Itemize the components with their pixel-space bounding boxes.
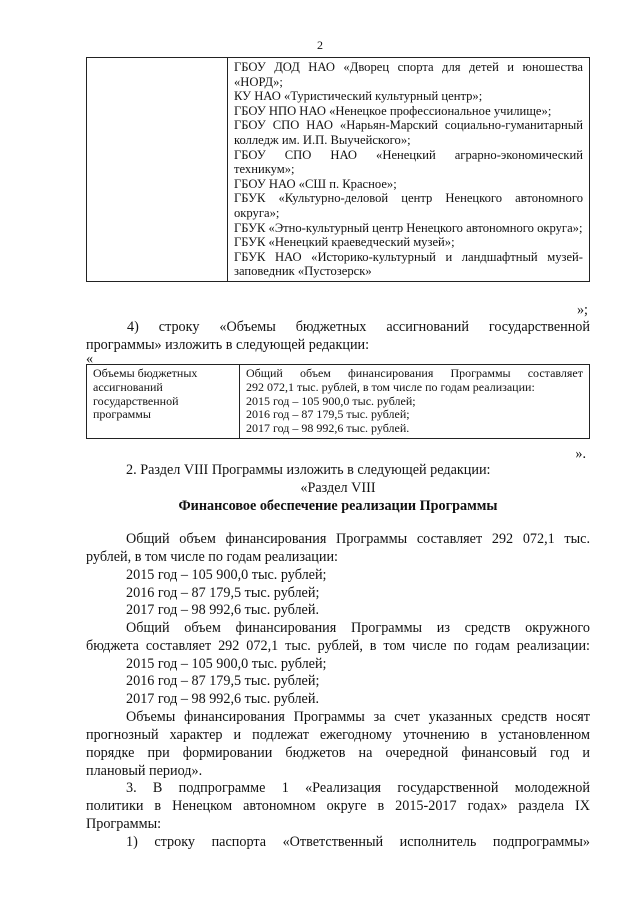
financing-p1b: рублей, в том числе по годам реализации:: [86, 549, 338, 565]
budget-row-2016: 2016 год – 87 179,5 тыс. рублей;: [246, 407, 410, 422]
organization-item: ГБУК «Культурно-деловой центр Ненецкого автономного округа»;: [234, 191, 583, 220]
item4-line2: программы» изложить в следующей редакции:: [86, 337, 370, 353]
organizations-table: [86, 57, 590, 282]
item3-line4: 1) строку паспорта «Ответственный исполнитель подпрограммы»: [126, 834, 590, 850]
organization-item: ГБОУ СПО НАО «Ненецкий аграрно-экономический техникум»;: [234, 147, 583, 177]
organization-item: КУ НАО «Туристический культурный центр»;: [234, 89, 483, 104]
page-number: 2: [317, 38, 323, 52]
item3-line3: Программы:: [86, 816, 162, 832]
item3-line1: 3. В подпрограмме 1 «Реализация государственной молодежной: [126, 780, 590, 796]
organization-item: ГБУК НАО «Историко-культурный и ландшафтный музей-заповедник «Пустозерск»: [234, 249, 583, 279]
financing-2017b: 2017 год – 98 992,6 тыс. рублей.: [126, 691, 319, 707]
budget-row-1a: Общий объем финансирования Программы составляет: [246, 366, 583, 380]
organization-item: ГБОУ НПО НАО «Ненецкое профессиональное училище»;: [234, 103, 552, 118]
organization-item: ГБОУ НАО «СШ п. Красное»;: [234, 176, 397, 191]
financing-2017: 2017 год – 98 992,6 тыс. рублей.: [126, 602, 319, 618]
item4-line1: 4) строку «Объемы бюджетных ассигнований государственной: [127, 319, 590, 335]
organization-item: ГБУК «Этно-культурный центр Ненецкого автономного округа»;: [234, 220, 583, 235]
section-title: «Раздел VIII: [300, 480, 376, 496]
financing-p3d: плановый период».: [86, 763, 203, 779]
budget-table: [86, 364, 590, 439]
financing-2016: 2016 год – 87 179,5 тыс. рублей;: [126, 585, 320, 601]
financing-2015b: 2015 год – 105 900,0 тыс. рублей;: [126, 656, 327, 672]
financing-p3c: порядке при формировании бюджетов на очередной финансовый год и: [86, 745, 590, 761]
closing-quote-1: »;: [576, 302, 588, 318]
organization-item: ГБОУ ДОД НАО «Дворец спорта для детей и юношества «НОРД»;: [234, 60, 583, 89]
budget-row-2017: 2017 год – 98 992,6 тыс. рублей.: [246, 421, 410, 436]
budget-row-2015: 2015 год – 105 900,0 тыс. рублей;: [246, 393, 416, 408]
budget-table-label: Объемы бюджетных ассигнований государственной программы: [87, 365, 240, 439]
open-quote: «: [86, 351, 94, 367]
financing-p2a: Общий объем финансирования Программы из средств окружного: [126, 620, 590, 636]
financing-p1a: Общий объем финансирования Программы составляет 292 072,1 тыс.: [126, 531, 590, 547]
section-subtitle: Финансовое обеспечение реализации Программы: [178, 498, 498, 514]
financing-2015: 2015 год – 105 900,0 тыс. рублей;: [126, 567, 327, 583]
organizations-list-cell: [228, 58, 590, 282]
financing-p3b: прогнозный характер и подлежат ежегодному уточнению в установленном: [86, 727, 590, 743]
closing-quote-2: ».: [575, 446, 586, 462]
item3-line2: политики в Ненецком автономном округе в 2015-2017 годах» раздела IX: [86, 798, 590, 814]
organization-item: ГБОУ СПО НАО «Нарьян-Марский социально-гуманитарный колледж им. И.П. Выучейского»;: [234, 118, 583, 147]
organizations-table-label-cell: [87, 58, 228, 282]
financing-p3a: Объемы финансирования Программы за счет указанных средств носят: [126, 709, 590, 725]
financing-2016b: 2016 год – 87 179,5 тыс. рублей;: [126, 673, 320, 689]
budget-row-1b: 292 072,1 тыс. рублей, в том числе по годам реализации:: [246, 379, 535, 394]
budget-table-values: [240, 365, 590, 439]
organization-item: ГБУК «Ненецкий краеведческий музей»;: [234, 235, 455, 250]
section2-heading: 2. Раздел VIII Программы изложить в следующей редакции:: [126, 462, 491, 478]
financing-p2b: бюджета составляет 292 072,1 тыс. рублей, в том числе по годам реализации:: [86, 638, 590, 654]
